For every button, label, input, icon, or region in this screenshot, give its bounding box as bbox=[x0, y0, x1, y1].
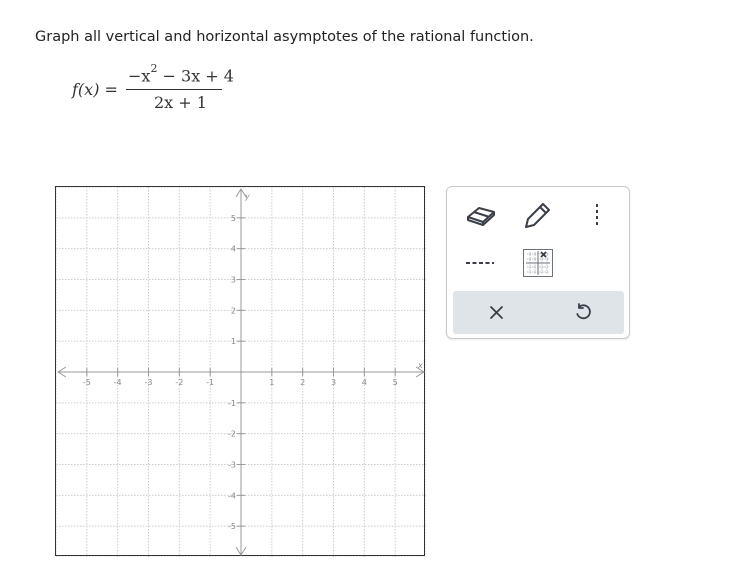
function-argument: (x) bbox=[77, 80, 100, 99]
x-tick-label: 4 bbox=[361, 378, 367, 387]
y-tick-label: -5 bbox=[228, 522, 236, 532]
dashed-line-icon[interactable] bbox=[466, 260, 494, 266]
x-tick-label: -2 bbox=[175, 378, 184, 387]
formula-numerator: $-x^2 - 3x + 4$ bbox=[128, 62, 234, 86]
y-axis-label: y bbox=[245, 192, 250, 201]
eraser-icon[interactable] bbox=[465, 203, 497, 227]
pencil-icon[interactable] bbox=[522, 200, 554, 228]
x-tick-label: 3 bbox=[330, 378, 337, 387]
rational-function-formula bbox=[70, 60, 250, 120]
x-tick-label: -4 bbox=[113, 378, 122, 387]
function-name: f bbox=[72, 80, 78, 99]
action-bar bbox=[453, 291, 624, 334]
y-tick-label: 4 bbox=[230, 244, 236, 254]
y-tick-label: -3 bbox=[228, 460, 236, 470]
x-tick-label: -3 bbox=[144, 378, 153, 387]
clear-icon[interactable] bbox=[488, 302, 506, 322]
equals-sign: = bbox=[104, 80, 118, 99]
question-prompt: Graph all vertical and horizontal asymptotes of the rational function. bbox=[35, 29, 534, 45]
y-tick-label: 5 bbox=[230, 213, 236, 223]
undo-icon[interactable] bbox=[573, 302, 593, 322]
x-axis-label: x bbox=[418, 361, 423, 370]
y-tick-label: 1 bbox=[230, 337, 236, 347]
graph-canvas[interactable] bbox=[55, 186, 425, 556]
y-tick-label: -1 bbox=[228, 398, 236, 408]
coordinate-plane[interactable] bbox=[56, 187, 426, 557]
x-tick-label: 2 bbox=[300, 378, 306, 387]
x-tick-label: -1 bbox=[206, 378, 215, 387]
graphing-toolbox bbox=[446, 186, 630, 339]
x-tick-label: 1 bbox=[269, 378, 275, 387]
x-tick-label: -5 bbox=[82, 378, 91, 387]
y-tick-label: 3 bbox=[230, 275, 236, 285]
function-lhs bbox=[72, 80, 118, 99]
y-tick-label: -4 bbox=[228, 491, 236, 501]
formula-denominator: 2x + 1 bbox=[154, 93, 207, 112]
grid-point-icon[interactable] bbox=[523, 249, 553, 277]
y-tick-label: -2 bbox=[228, 429, 236, 439]
x-tick-label: 5 bbox=[392, 378, 398, 387]
y-tick-label: 2 bbox=[230, 306, 236, 316]
fraction-bar bbox=[126, 89, 222, 90]
more-options-icon[interactable] bbox=[593, 203, 601, 227]
